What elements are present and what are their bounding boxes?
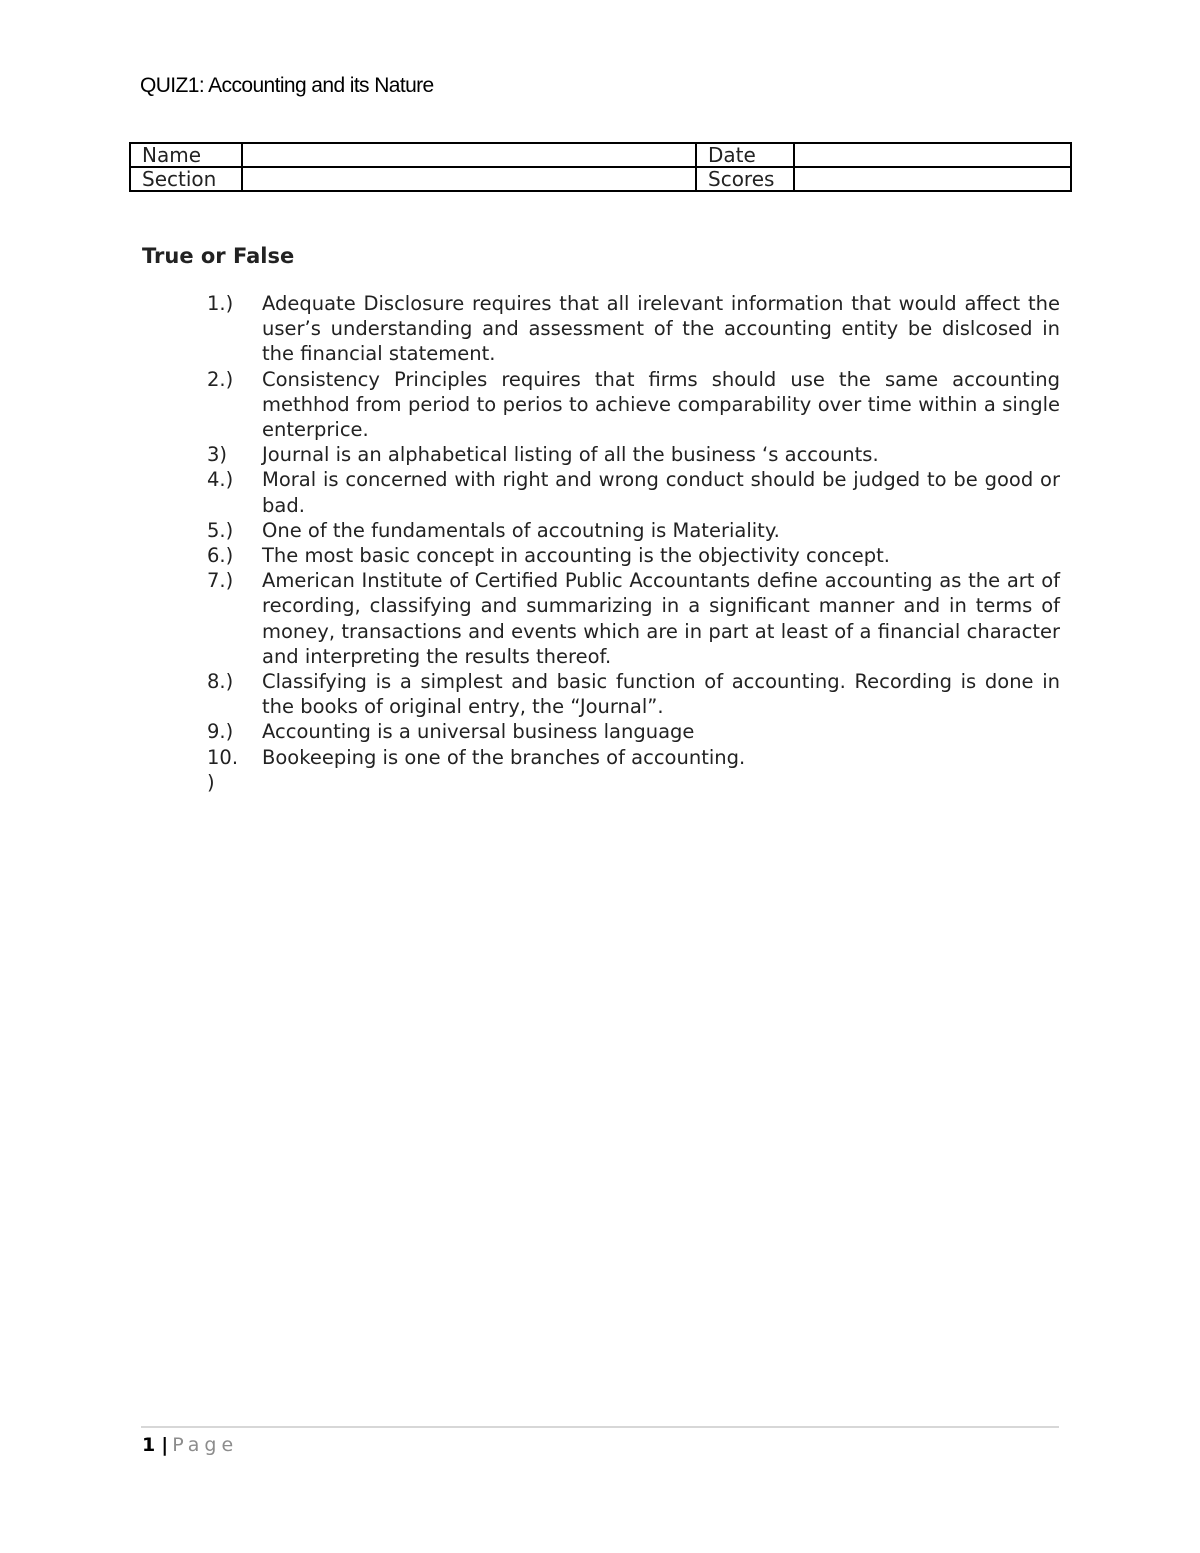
question-item [0, 669, 1200, 719]
date-label: Date [696, 143, 794, 167]
question-number: 8.) [207, 670, 234, 694]
question-number: 3) [207, 443, 228, 467]
question-text: Accounting is a universal business language [262, 720, 695, 744]
info-row-name [130, 143, 1071, 167]
question-number: 4.) [207, 468, 234, 492]
scores-field[interactable] [794, 167, 1071, 191]
question-number-wrap-spacer [0, 770, 1200, 795]
question-number: 2.) [207, 367, 234, 391]
question-item [0, 568, 1200, 669]
question-text: Consistency Principles requires that firms should use the same accounting methhod from period to perios to achieve comparability over time within a single enterprice. [262, 367, 1060, 442]
question-item [0, 442, 1200, 467]
question-text: The most basic concept in accounting is the objectivity concept. [262, 544, 890, 568]
question-text: One of the fundamentals of accoutning is Materiality. [262, 518, 780, 542]
question-number: 9.) [207, 720, 234, 744]
question-text: Moral is concerned with right and wrong conduct should be judged to be good or bad. [262, 468, 1060, 517]
question-item [0, 518, 1200, 543]
quiz-title: QUIZ1: Accounting and its Nature [140, 74, 434, 97]
question-item [0, 719, 1200, 744]
question-text: Classifying is a simplest and basic function of accounting. Recording is done in the books of original entry, the “Journal”. [262, 670, 1060, 719]
question-number: 10. ) [207, 745, 239, 794]
question-list [0, 291, 1200, 795]
page-label: Page [172, 1434, 239, 1456]
question-text: Bookeeping is one of the branches of accounting. [262, 745, 746, 769]
question-item [0, 543, 1200, 568]
question-item [0, 745, 1200, 795]
question-item [0, 467, 1200, 517]
question-number: 6.) [207, 544, 234, 568]
question-text: Journal is an alphabetical listing of all the business ‘s accounts. [262, 443, 879, 467]
question-number: 5.) [207, 518, 234, 542]
section-field[interactable] [242, 167, 696, 191]
page-footer [142, 1433, 238, 1457]
footer-divider [141, 1426, 1059, 1428]
section-heading: True or False [142, 244, 295, 268]
student-info-table [129, 142, 1072, 192]
name-field[interactable] [242, 143, 696, 167]
question-text: American Institute of Certified Public Accountants define accounting as the art of recording, classifying and summarizing in a significant manner and in terms of money, transactions and events which are in part at least of a financial character and interpreting the results thereof. [262, 569, 1060, 668]
date-field[interactable] [794, 143, 1071, 167]
question-number: 7.) [207, 569, 234, 593]
question-item [0, 367, 1200, 443]
question-number: 1.) [207, 292, 234, 315]
section-label: Section [130, 167, 242, 191]
info-row-section [130, 167, 1071, 191]
name-label: Name [130, 143, 242, 167]
question-text: Adequate Disclosure requires that all irelevant information that would affect the user’s understanding and assessment of the accounting entity be dislcosed in the financial statement. [262, 292, 1060, 366]
scores-label: Scores [696, 167, 794, 191]
footer-separator: | [161, 1434, 169, 1456]
question-item [0, 291, 1200, 367]
page-number: 1 [142, 1434, 156, 1456]
